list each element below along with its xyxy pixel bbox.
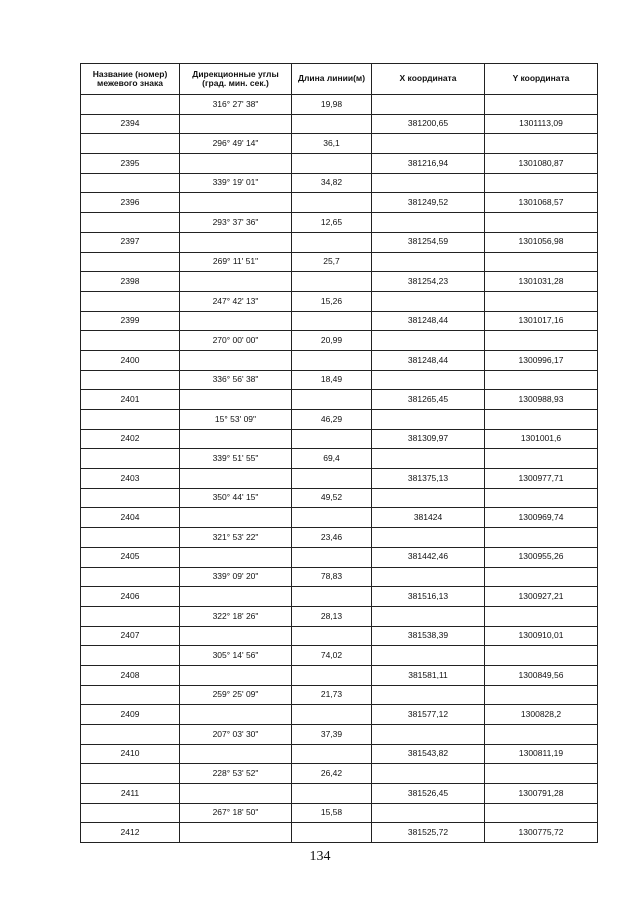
cell-direction-angle <box>180 114 292 134</box>
table-row <box>81 528 598 548</box>
cell-direction-angle <box>180 232 292 252</box>
cell-sign-name: 2407 <box>81 626 180 646</box>
cell-y-coordinate <box>485 764 598 784</box>
cell-y-coordinate <box>485 370 598 390</box>
cell-sign-name <box>81 410 180 430</box>
table-row <box>81 331 598 351</box>
table-row <box>81 114 598 134</box>
cell-sign-name: 2402 <box>81 429 180 449</box>
cell-line-length <box>292 547 372 567</box>
cell-x-coordinate: 381516,13 <box>372 587 485 607</box>
cell-line-length <box>292 823 372 843</box>
cell-x-coordinate: 381581,11 <box>372 665 485 685</box>
cell-direction-angle <box>180 469 292 489</box>
cell-sign-name: 2395 <box>81 154 180 174</box>
cell-y-coordinate <box>485 646 598 666</box>
table-row <box>81 370 598 390</box>
cell-x-coordinate: 381265,45 <box>372 390 485 410</box>
cell-x-coordinate: 381254,59 <box>372 232 485 252</box>
cell-direction-angle <box>180 587 292 607</box>
table-row <box>81 232 598 252</box>
cell-line-length: 15,58 <box>292 803 372 823</box>
cell-sign-name <box>81 567 180 587</box>
cell-direction-angle <box>180 350 292 370</box>
cell-line-length: 18,49 <box>292 370 372 390</box>
cell-sign-name <box>81 331 180 351</box>
cell-y-coordinate: 1300791,28 <box>485 784 598 804</box>
cell-x-coordinate: 381442,46 <box>372 547 485 567</box>
cell-y-coordinate: 1300811,19 <box>485 744 598 764</box>
cell-x-coordinate: 381248,44 <box>372 350 485 370</box>
table-row <box>81 193 598 213</box>
cell-x-coordinate <box>372 606 485 626</box>
cell-sign-name: 2396 <box>81 193 180 213</box>
cell-x-coordinate <box>372 528 485 548</box>
cell-direction-angle: 267° 18' 50" <box>180 803 292 823</box>
table-row <box>81 803 598 823</box>
table-row <box>81 567 598 587</box>
cell-y-coordinate: 1301080,87 <box>485 154 598 174</box>
cell-x-coordinate <box>372 725 485 745</box>
cell-line-length: 36,1 <box>292 134 372 154</box>
table-row <box>81 252 598 272</box>
cell-y-coordinate: 1301056,98 <box>485 232 598 252</box>
cell-direction-angle: 15° 53' 09" <box>180 410 292 430</box>
table-body <box>81 95 598 843</box>
cell-direction-angle: 259° 25' 09" <box>180 685 292 705</box>
cell-line-length: 74,02 <box>292 646 372 666</box>
cell-sign-name <box>81 764 180 784</box>
cell-y-coordinate: 1300910,01 <box>485 626 598 646</box>
cell-y-coordinate: 1300977,71 <box>485 469 598 489</box>
cell-y-coordinate: 1301113,09 <box>485 114 598 134</box>
cell-x-coordinate <box>372 370 485 390</box>
cell-sign-name: 2401 <box>81 390 180 410</box>
table-row <box>81 429 598 449</box>
cell-direction-angle: 269° 11' 51" <box>180 252 292 272</box>
cell-line-length <box>292 429 372 449</box>
cell-x-coordinate <box>372 252 485 272</box>
cell-direction-angle: 270° 00' 00" <box>180 331 292 351</box>
table-row <box>81 587 598 607</box>
table-row <box>81 213 598 233</box>
cell-sign-name <box>81 803 180 823</box>
cell-sign-name <box>81 213 180 233</box>
cell-y-coordinate: 1301068,57 <box>485 193 598 213</box>
cell-line-length: 34,82 <box>292 173 372 193</box>
cell-x-coordinate: 381249,52 <box>372 193 485 213</box>
cell-direction-angle: 350° 44' 15" <box>180 488 292 508</box>
cell-y-coordinate: 1300955,26 <box>485 547 598 567</box>
table-row <box>81 154 598 174</box>
cell-direction-angle: 339° 19' 01" <box>180 173 292 193</box>
cell-x-coordinate: 381248,44 <box>372 311 485 331</box>
cell-y-coordinate <box>485 685 598 705</box>
cell-x-coordinate <box>372 803 485 823</box>
cell-x-coordinate <box>372 173 485 193</box>
cell-line-length: 26,42 <box>292 764 372 784</box>
cell-direction-angle: 316° 27' 38" <box>180 95 292 115</box>
cell-y-coordinate <box>485 528 598 548</box>
cell-line-length: 19,98 <box>292 95 372 115</box>
cell-x-coordinate <box>372 567 485 587</box>
cell-direction-angle: 339° 09' 20" <box>180 567 292 587</box>
cell-x-coordinate <box>372 134 485 154</box>
cell-y-coordinate: 1300828,2 <box>485 705 598 725</box>
cell-direction-angle <box>180 784 292 804</box>
cell-direction-angle: 339° 51' 55" <box>180 449 292 469</box>
cell-sign-name <box>81 252 180 272</box>
table-row <box>81 626 598 646</box>
cell-line-length: 46,29 <box>292 410 372 430</box>
cell-line-length <box>292 665 372 685</box>
cell-y-coordinate: 1301017,16 <box>485 311 598 331</box>
cell-y-coordinate <box>485 134 598 154</box>
cell-y-coordinate: 1300969,74 <box>485 508 598 528</box>
cell-sign-name: 2411 <box>81 784 180 804</box>
cell-sign-name: 2400 <box>81 350 180 370</box>
table-row <box>81 173 598 193</box>
cell-line-length <box>292 784 372 804</box>
cell-line-length <box>292 311 372 331</box>
cell-x-coordinate <box>372 764 485 784</box>
cell-direction-angle: 293° 37' 36" <box>180 213 292 233</box>
cell-y-coordinate <box>485 567 598 587</box>
table-row <box>81 449 598 469</box>
cell-line-length <box>292 705 372 725</box>
cell-x-coordinate: 381525,72 <box>372 823 485 843</box>
table-row <box>81 95 598 115</box>
cell-sign-name <box>81 95 180 115</box>
table-row <box>81 350 598 370</box>
cell-direction-angle: 305° 14' 56" <box>180 646 292 666</box>
table-row <box>81 410 598 430</box>
cell-y-coordinate: 1300996,17 <box>485 350 598 370</box>
cell-y-coordinate: 1300849,56 <box>485 665 598 685</box>
cell-line-length <box>292 626 372 646</box>
cell-x-coordinate: 381309,97 <box>372 429 485 449</box>
table-row <box>81 646 598 666</box>
cell-sign-name: 2403 <box>81 469 180 489</box>
cell-y-coordinate <box>485 449 598 469</box>
table-row <box>81 134 598 154</box>
table-header-row <box>81 64 598 95</box>
cell-direction-angle <box>180 508 292 528</box>
cell-sign-name: 2397 <box>81 232 180 252</box>
cell-line-length: 25,7 <box>292 252 372 272</box>
cell-direction-angle <box>180 154 292 174</box>
cell-y-coordinate <box>485 725 598 745</box>
cell-y-coordinate <box>485 410 598 430</box>
cell-sign-name: 2409 <box>81 705 180 725</box>
cell-line-length: 23,46 <box>292 528 372 548</box>
cell-direction-angle: 228° 53' 52" <box>180 764 292 784</box>
cell-sign-name: 2398 <box>81 272 180 292</box>
cell-line-length <box>292 508 372 528</box>
cell-line-length: 21,73 <box>292 685 372 705</box>
cell-sign-name: 2410 <box>81 744 180 764</box>
header-direction-angle: Дирекционные углы (град. мин. сек.) <box>180 64 292 95</box>
cell-sign-name: 2394 <box>81 114 180 134</box>
table-row <box>81 469 598 489</box>
table-row <box>81 725 598 745</box>
cell-direction-angle: 207° 03' 30" <box>180 725 292 745</box>
header-x-coordinate: X координата <box>372 64 485 95</box>
cell-y-coordinate: 1300775,72 <box>485 823 598 843</box>
cell-line-length <box>292 744 372 764</box>
cell-line-length: 20,99 <box>292 331 372 351</box>
cell-sign-name: 2404 <box>81 508 180 528</box>
cell-sign-name <box>81 134 180 154</box>
page-number: 134 <box>309 849 331 864</box>
cell-x-coordinate <box>372 95 485 115</box>
cell-x-coordinate <box>372 449 485 469</box>
table-row <box>81 784 598 804</box>
cell-sign-name: 2408 <box>81 665 180 685</box>
cell-y-coordinate: 1300988,93 <box>485 390 598 410</box>
cell-line-length <box>292 587 372 607</box>
table-row <box>81 685 598 705</box>
table-row <box>81 311 598 331</box>
cell-y-coordinate <box>485 173 598 193</box>
cell-sign-name <box>81 606 180 626</box>
cell-line-length <box>292 350 372 370</box>
cell-direction-angle <box>180 311 292 331</box>
cell-line-length <box>292 232 372 252</box>
table-row <box>81 272 598 292</box>
table-row <box>81 823 598 843</box>
cell-direction-angle <box>180 429 292 449</box>
cell-sign-name <box>81 449 180 469</box>
cell-direction-angle <box>180 626 292 646</box>
cell-y-coordinate <box>485 252 598 272</box>
cell-line-length: 37,39 <box>292 725 372 745</box>
cell-direction-angle: 322° 18' 26" <box>180 606 292 626</box>
cell-line-length: 69,4 <box>292 449 372 469</box>
cell-y-coordinate <box>485 606 598 626</box>
cell-direction-angle: 247° 42' 13" <box>180 291 292 311</box>
cell-direction-angle <box>180 390 292 410</box>
cell-x-coordinate: 381424 <box>372 508 485 528</box>
cell-line-length <box>292 469 372 489</box>
cell-direction-angle <box>180 744 292 764</box>
table-row <box>81 665 598 685</box>
cell-x-coordinate <box>372 410 485 430</box>
cell-x-coordinate <box>372 291 485 311</box>
table-row <box>81 390 598 410</box>
cell-direction-angle: 296° 49' 14" <box>180 134 292 154</box>
cell-x-coordinate <box>372 646 485 666</box>
table-row <box>81 606 598 626</box>
cell-direction-angle <box>180 193 292 213</box>
cell-sign-name <box>81 685 180 705</box>
cell-direction-angle <box>180 547 292 567</box>
cell-line-length: 78,83 <box>292 567 372 587</box>
cell-x-coordinate <box>372 331 485 351</box>
cell-sign-name <box>81 488 180 508</box>
cell-sign-name: 2406 <box>81 587 180 607</box>
cell-sign-name: 2399 <box>81 311 180 331</box>
cell-sign-name <box>81 370 180 390</box>
cell-direction-angle <box>180 705 292 725</box>
table-row <box>81 508 598 528</box>
cell-x-coordinate <box>372 685 485 705</box>
cell-direction-angle: 321° 53' 22" <box>180 528 292 548</box>
cell-x-coordinate: 381543,82 <box>372 744 485 764</box>
table-row <box>81 488 598 508</box>
cell-y-coordinate <box>485 213 598 233</box>
cell-x-coordinate: 381375,13 <box>372 469 485 489</box>
cell-x-coordinate: 381538,39 <box>372 626 485 646</box>
cell-sign-name <box>81 725 180 745</box>
cell-direction-angle <box>180 665 292 685</box>
cell-x-coordinate: 381216,94 <box>372 154 485 174</box>
cell-sign-name: 2405 <box>81 547 180 567</box>
survey-table <box>80 63 598 843</box>
cell-sign-name <box>81 528 180 548</box>
table-row <box>81 291 598 311</box>
cell-sign-name <box>81 646 180 666</box>
cell-x-coordinate: 381200,65 <box>372 114 485 134</box>
cell-direction-angle <box>180 272 292 292</box>
cell-x-coordinate: 381254,23 <box>372 272 485 292</box>
cell-x-coordinate <box>372 488 485 508</box>
header-sign-name: Название (номер) межевого знака <box>81 64 180 95</box>
cell-y-coordinate <box>485 95 598 115</box>
cell-direction-angle: 336° 56' 38" <box>180 370 292 390</box>
table-row <box>81 764 598 784</box>
cell-direction-angle <box>180 823 292 843</box>
cell-line-length <box>292 193 372 213</box>
cell-y-coordinate <box>485 488 598 508</box>
cell-y-coordinate <box>485 331 598 351</box>
cell-y-coordinate: 1300927,21 <box>485 587 598 607</box>
table-row <box>81 744 598 764</box>
cell-line-length: 15,26 <box>292 291 372 311</box>
cell-line-length <box>292 272 372 292</box>
cell-y-coordinate <box>485 291 598 311</box>
cell-x-coordinate: 381526,45 <box>372 784 485 804</box>
cell-line-length: 49,52 <box>292 488 372 508</box>
cell-line-length: 28,13 <box>292 606 372 626</box>
cell-line-length <box>292 390 372 410</box>
cell-sign-name <box>81 291 180 311</box>
table-row <box>81 705 598 725</box>
header-line-length: Длина линии(м) <box>292 64 372 95</box>
table-row <box>81 547 598 567</box>
cell-x-coordinate: 381577,12 <box>372 705 485 725</box>
cell-sign-name: 2412 <box>81 823 180 843</box>
cell-x-coordinate <box>372 213 485 233</box>
cell-y-coordinate <box>485 803 598 823</box>
cell-sign-name <box>81 173 180 193</box>
cell-y-coordinate: 1301001,6 <box>485 429 598 449</box>
cell-line-length <box>292 114 372 134</box>
cell-line-length: 12,65 <box>292 213 372 233</box>
cell-y-coordinate: 1301031,28 <box>485 272 598 292</box>
header-y-coordinate: Y координата <box>485 64 598 95</box>
cell-line-length <box>292 154 372 174</box>
